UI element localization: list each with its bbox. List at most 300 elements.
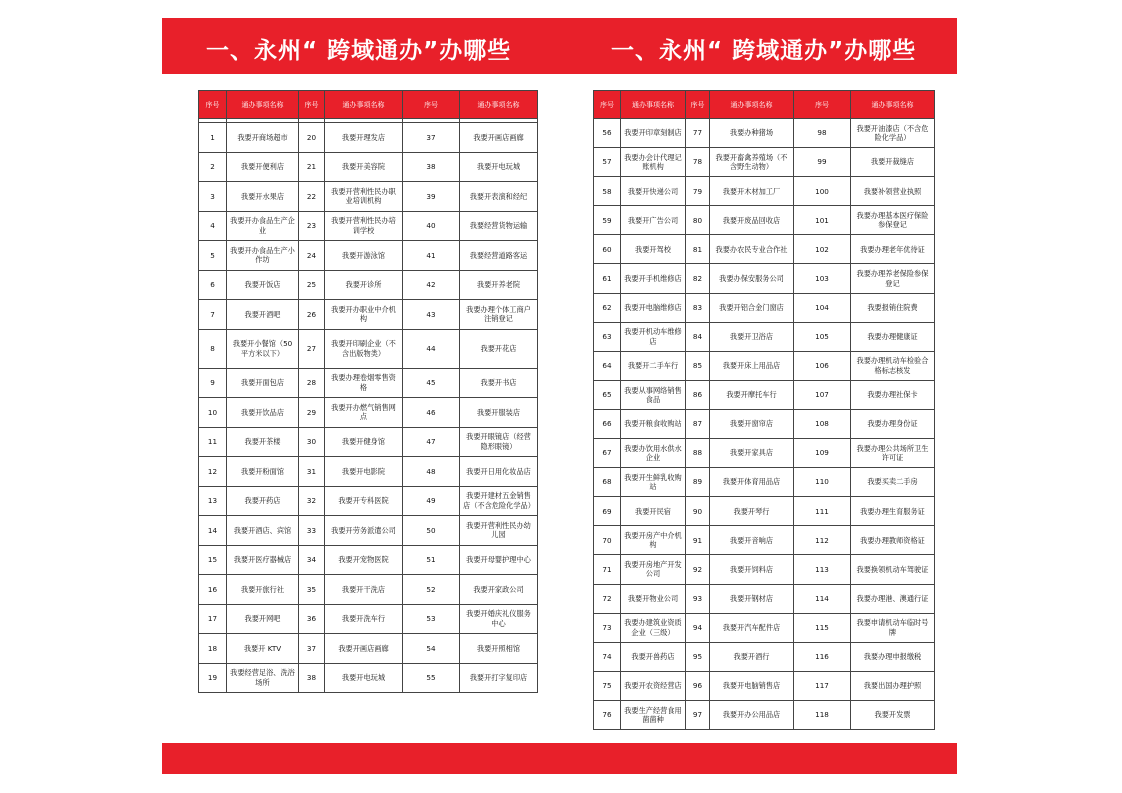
table-row — [594, 613, 935, 642]
seq-cell: 35 — [299, 575, 325, 605]
item-name-cell: 我要开日用化妆品店 — [460, 457, 538, 487]
seq-cell: 70 — [594, 526, 621, 555]
table-row — [594, 119, 935, 148]
seq-cell: 95 — [686, 642, 710, 671]
table-row — [594, 700, 935, 729]
item-name-cell: 我要开音响店 — [710, 526, 794, 555]
footer-banner — [162, 743, 957, 774]
name-header: 通办事项名称 — [621, 91, 686, 119]
table-row — [199, 545, 538, 575]
item-name-cell: 我要开电玩城 — [460, 152, 538, 182]
seq-cell: 78 — [686, 148, 710, 177]
seq-cell: 23 — [299, 211, 325, 241]
item-name-cell: 我要开快递公司 — [621, 177, 686, 206]
seq-cell: 53 — [403, 604, 460, 634]
seq-cell: 56 — [594, 119, 621, 148]
item-name-cell: 我要开旅行社 — [227, 575, 299, 605]
seq-cell: 84 — [686, 322, 710, 351]
seq-cell: 22 — [299, 182, 325, 212]
item-name-cell: 我要开便利店 — [227, 152, 299, 182]
item-name-cell: 我要开广告公司 — [621, 206, 686, 235]
seq-cell: 5 — [199, 241, 227, 271]
table-row — [594, 584, 935, 613]
item-name-cell: 我要开宠物医院 — [325, 545, 403, 575]
seq-cell: 83 — [686, 293, 710, 322]
table-row — [199, 663, 538, 693]
seq-cell: 50 — [403, 516, 460, 546]
table-row — [199, 211, 538, 241]
item-name-cell: 我要开铝合金门窗店 — [710, 293, 794, 322]
seq-header: 序号 — [199, 91, 227, 119]
seq-cell: 46 — [403, 398, 460, 428]
seq-cell: 104 — [794, 293, 851, 322]
item-name-cell: 我要开劳务派遣公司 — [325, 516, 403, 546]
seq-cell: 73 — [594, 613, 621, 642]
seq-cell: 99 — [794, 148, 851, 177]
seq-cell: 62 — [594, 293, 621, 322]
seq-cell: 54 — [403, 634, 460, 664]
item-name-cell: 我要开酒店、宾馆 — [227, 516, 299, 546]
seq-cell: 88 — [686, 439, 710, 468]
seq-cell: 96 — [686, 671, 710, 700]
seq-cell: 60 — [594, 235, 621, 264]
item-name-cell: 我要办农民专业合作社 — [710, 235, 794, 264]
seq-cell: 13 — [199, 486, 227, 516]
item-name-cell: 我要开花店 — [460, 329, 538, 368]
seq-cell: 52 — [403, 575, 460, 605]
seq-cell: 39 — [403, 182, 460, 212]
seq-cell: 45 — [403, 368, 460, 398]
item-name-cell: 我要开医疗器械店 — [227, 545, 299, 575]
item-name-cell: 我要开体育用品店 — [710, 468, 794, 497]
table-header-row — [594, 91, 935, 119]
seq-cell: 7 — [199, 300, 227, 330]
table-row — [594, 409, 935, 438]
item-name-cell: 我要开电玩城 — [325, 663, 403, 693]
item-name-cell: 我要生产经营食用菌菌种 — [621, 700, 686, 729]
seq-header: 序号 — [299, 91, 325, 119]
seq-cell: 37 — [299, 634, 325, 664]
seq-cell: 87 — [686, 409, 710, 438]
item-name-cell: 我要开茶楼 — [227, 427, 299, 457]
item-name-cell: 我要开家具店 — [710, 439, 794, 468]
item-name-cell: 我要办理卷烟零售资格 — [325, 368, 403, 398]
seq-cell: 11 — [199, 427, 227, 457]
item-name-cell: 我要开电脑销售店 — [710, 671, 794, 700]
seq-cell: 16 — [199, 575, 227, 605]
item-name-cell: 我要开木材加工厂 — [710, 177, 794, 206]
table-row — [594, 671, 935, 700]
seq-cell: 57 — [594, 148, 621, 177]
seq-cell: 49 — [403, 486, 460, 516]
item-name-cell: 我要开养老院 — [460, 270, 538, 300]
table-row — [199, 368, 538, 398]
seq-cell: 12 — [199, 457, 227, 487]
seq-cell: 32 — [299, 486, 325, 516]
item-name-cell: 我要开摩托车行 — [710, 380, 794, 409]
seq-cell: 77 — [686, 119, 710, 148]
seq-cell: 109 — [794, 439, 851, 468]
item-name-cell: 我要开小餐馆（50 平方米以下） — [227, 329, 299, 368]
item-name-cell: 我要开水果店 — [227, 182, 299, 212]
seq-cell: 43 — [403, 300, 460, 330]
seq-cell: 93 — [686, 584, 710, 613]
item-name-cell: 我要开办食品生产小作坊 — [227, 241, 299, 271]
seq-cell: 98 — [794, 119, 851, 148]
table-body — [594, 119, 935, 730]
item-name-cell: 我要开裁缝店 — [851, 148, 935, 177]
seq-cell: 115 — [794, 613, 851, 642]
table-row — [594, 439, 935, 468]
seq-cell: 80 — [686, 206, 710, 235]
item-name-cell: 我要开饭店 — [227, 270, 299, 300]
seq-cell: 58 — [594, 177, 621, 206]
seq-cell: 108 — [794, 409, 851, 438]
item-name-cell: 我要开兽药店 — [621, 642, 686, 671]
table-row — [199, 516, 538, 546]
seq-cell: 116 — [794, 642, 851, 671]
seq-cell: 59 — [594, 206, 621, 235]
item-name-cell: 我要开美容院 — [325, 152, 403, 182]
page-title-left: 一、永州“ 跨域通办”办哪些 — [206, 38, 512, 64]
item-name-cell: 我要从事网络销售食品 — [621, 380, 686, 409]
seq-cell: 114 — [794, 584, 851, 613]
seq-cell: 74 — [594, 642, 621, 671]
seq-cell: 2 — [199, 152, 227, 182]
seq-cell: 30 — [299, 427, 325, 457]
seq-cell: 71 — [594, 555, 621, 584]
seq-header: 序号 — [686, 91, 710, 119]
item-name-cell: 我要开印章刻制店 — [621, 119, 686, 148]
seq-cell: 21 — [299, 152, 325, 182]
item-name-cell: 我要开照相馆 — [460, 634, 538, 664]
seq-cell: 8 — [199, 329, 227, 368]
item-name-cell: 我要开营利性民办幼儿园 — [460, 516, 538, 546]
item-name-cell: 我要开印刷企业（不含出版物类） — [325, 329, 403, 368]
item-name-cell: 我要开建材五金销售店（不含危险化学品） — [460, 486, 538, 516]
services-table-left — [198, 90, 538, 693]
table-row — [594, 206, 935, 235]
seq-cell: 89 — [686, 468, 710, 497]
item-name-cell: 我要办会计代理记账机构 — [621, 148, 686, 177]
item-name-cell: 我要办理老年优待证 — [851, 235, 935, 264]
item-name-cell: 我要开书店 — [460, 368, 538, 398]
table-row — [199, 270, 538, 300]
seq-cell: 29 — [299, 398, 325, 428]
table-row — [199, 486, 538, 516]
table-row — [594, 235, 935, 264]
item-name-cell: 我要开母婴护理中心 — [460, 545, 538, 575]
seq-header: 序号 — [794, 91, 851, 119]
seq-cell: 20 — [299, 123, 325, 153]
seq-cell: 51 — [403, 545, 460, 575]
item-name-cell: 我要开钢材店 — [710, 584, 794, 613]
item-name-cell: 我要开办食品生产企业 — [227, 211, 299, 241]
item-name-cell: 我要开眼镜店（经营隐形眼镜） — [460, 427, 538, 457]
table-body — [199, 119, 538, 693]
seq-cell: 97 — [686, 700, 710, 729]
item-name-cell: 我要开驾校 — [621, 235, 686, 264]
seq-cell: 37 — [403, 123, 460, 153]
item-name-cell: 我要开农资经营店 — [621, 671, 686, 700]
seq-cell: 67 — [594, 439, 621, 468]
item-name-cell: 我要开画店画廊 — [325, 634, 403, 664]
seq-cell: 92 — [686, 555, 710, 584]
seq-cell: 6 — [199, 270, 227, 300]
seq-cell: 113 — [794, 555, 851, 584]
item-name-cell: 我要办理健康证 — [851, 322, 935, 351]
seq-cell: 41 — [403, 241, 460, 271]
item-name-cell: 我要办理基本医疗保险参保登记 — [851, 206, 935, 235]
item-name-cell: 我要报销住院费 — [851, 293, 935, 322]
item-name-cell: 我要开办职业中介机构 — [325, 300, 403, 330]
item-name-cell: 我要开办燃气销售网点 — [325, 398, 403, 428]
item-name-cell: 我要开卫浴店 — [710, 322, 794, 351]
item-name-cell: 我要开电影院 — [325, 457, 403, 487]
seq-cell: 63 — [594, 322, 621, 351]
item-name-cell: 我要开饮品店 — [227, 398, 299, 428]
item-name-cell: 我要开畜禽养殖场（不含野生动物） — [710, 148, 794, 177]
item-name-cell: 我要办饮用水供水企业 — [621, 439, 686, 468]
table-row — [594, 351, 935, 380]
item-name-cell: 我要开服装店 — [460, 398, 538, 428]
seq-cell: 14 — [199, 516, 227, 546]
item-name-cell: 我要开电脑维修店 — [621, 293, 686, 322]
seq-cell: 31 — [299, 457, 325, 487]
table-row — [594, 642, 935, 671]
seq-cell: 17 — [199, 604, 227, 634]
table-row — [594, 264, 935, 293]
seq-cell: 24 — [299, 241, 325, 271]
table-row — [594, 322, 935, 351]
item-name-cell: 我要办理申报缴税 — [851, 642, 935, 671]
seq-cell: 27 — [299, 329, 325, 368]
table-row — [594, 555, 935, 584]
page-title-right: 一、永州“ 跨域通办”办哪些 — [611, 38, 917, 64]
seq-cell: 65 — [594, 380, 621, 409]
seq-cell: 112 — [794, 526, 851, 555]
item-name-cell: 我要开机动车维修店 — [621, 322, 686, 351]
seq-cell: 25 — [299, 270, 325, 300]
seq-cell: 101 — [794, 206, 851, 235]
seq-cell: 72 — [594, 584, 621, 613]
table-row — [199, 329, 538, 368]
seq-cell: 118 — [794, 700, 851, 729]
item-name-cell: 我要办理教师资格证 — [851, 526, 935, 555]
item-name-cell: 我要开营利性民办培训学校 — [325, 211, 403, 241]
item-name-cell: 我要开画店画廊 — [460, 123, 538, 153]
item-name-cell: 我要开酒行 — [710, 642, 794, 671]
seq-cell: 106 — [794, 351, 851, 380]
name-header: 通办事项名称 — [710, 91, 794, 119]
item-name-cell: 我要换领机动车驾驶证 — [851, 555, 935, 584]
seq-cell: 61 — [594, 264, 621, 293]
item-name-cell: 我要开面包店 — [227, 368, 299, 398]
item-name-cell: 我要开药店 — [227, 486, 299, 516]
seq-cell: 38 — [403, 152, 460, 182]
item-name-cell: 我要开洗车行 — [325, 604, 403, 634]
seq-cell: 79 — [686, 177, 710, 206]
item-name-cell: 我要开手机维修店 — [621, 264, 686, 293]
item-name-cell: 我要办保安服务公司 — [710, 264, 794, 293]
item-name-cell: 我要买卖二手房 — [851, 468, 935, 497]
item-name-cell: 我要开商场超市 — [227, 123, 299, 153]
seq-cell: 91 — [686, 526, 710, 555]
table-row — [199, 398, 538, 428]
seq-cell: 111 — [794, 497, 851, 526]
table-row — [199, 575, 538, 605]
name-header: 通办事项名称 — [325, 91, 403, 119]
item-name-cell: 我要办理公共场所卫生许可证 — [851, 439, 935, 468]
table-row — [199, 427, 538, 457]
seq-cell: 102 — [794, 235, 851, 264]
item-name-cell: 我要开琴行 — [710, 497, 794, 526]
item-name-cell: 我要开废品回收店 — [710, 206, 794, 235]
seq-cell: 110 — [794, 468, 851, 497]
item-name-cell: 我要经营道路客运 — [460, 241, 538, 271]
seq-cell: 28 — [299, 368, 325, 398]
table-row — [199, 182, 538, 212]
seq-cell: 34 — [299, 545, 325, 575]
item-name-cell: 我要开油漆店（不含危险化学品） — [851, 119, 935, 148]
item-name-cell: 我要申请机动车临时号牌 — [851, 613, 935, 642]
seq-cell: 107 — [794, 380, 851, 409]
item-name-cell: 我要开粮食收购站 — [621, 409, 686, 438]
seq-header: 序号 — [403, 91, 460, 119]
seq-cell: 86 — [686, 380, 710, 409]
table-row — [594, 177, 935, 206]
name-header: 通办事项名称 — [460, 91, 538, 119]
item-name-cell: 我要开健身馆 — [325, 427, 403, 457]
item-name-cell: 我要开民宿 — [621, 497, 686, 526]
seq-cell: 85 — [686, 351, 710, 380]
item-name-cell: 我要开办公用品店 — [710, 700, 794, 729]
item-name-cell: 我要办建筑业资质企业（三级） — [621, 613, 686, 642]
item-name-cell: 我要开专科医院 — [325, 486, 403, 516]
item-name-cell: 我要开物业公司 — [621, 584, 686, 613]
item-name-cell: 我要开床上用品店 — [710, 351, 794, 380]
seq-cell: 40 — [403, 211, 460, 241]
seq-cell: 44 — [403, 329, 460, 368]
item-name-cell: 我要出国办理护照 — [851, 671, 935, 700]
item-name-cell: 我要办理养老保险参保登记 — [851, 264, 935, 293]
seq-cell: 64 — [594, 351, 621, 380]
seq-cell: 100 — [794, 177, 851, 206]
item-name-cell: 我要开汽车配件店 — [710, 613, 794, 642]
seq-cell: 18 — [199, 634, 227, 664]
seq-cell: 105 — [794, 322, 851, 351]
table-row — [199, 300, 538, 330]
item-name-cell: 我要开饲料店 — [710, 555, 794, 584]
table-row — [199, 241, 538, 271]
table-row — [199, 123, 538, 153]
item-name-cell: 我要办理社保卡 — [851, 380, 935, 409]
item-name-cell: 我要开理发店 — [325, 123, 403, 153]
table-row — [594, 468, 935, 497]
seq-cell: 117 — [794, 671, 851, 700]
seq-cell: 3 — [199, 182, 227, 212]
item-name-cell: 我要开 KTV — [227, 634, 299, 664]
item-name-cell: 我要开干洗店 — [325, 575, 403, 605]
seq-cell: 82 — [686, 264, 710, 293]
seq-cell: 103 — [794, 264, 851, 293]
table-row — [199, 604, 538, 634]
item-name-cell: 我要开游泳馆 — [325, 241, 403, 271]
table-row — [199, 152, 538, 182]
item-name-cell: 我要经营足浴、洗浴场所 — [227, 663, 299, 693]
item-name-cell: 我要开网吧 — [227, 604, 299, 634]
item-name-cell: 我要开粉面馆 — [227, 457, 299, 487]
seq-cell: 81 — [686, 235, 710, 264]
seq-cell: 9 — [199, 368, 227, 398]
seq-cell: 10 — [199, 398, 227, 428]
seq-cell: 36 — [299, 604, 325, 634]
table-row — [594, 380, 935, 409]
item-name-cell: 我要开诊所 — [325, 270, 403, 300]
seq-cell: 55 — [403, 663, 460, 693]
item-name-cell: 我要办理身份证 — [851, 409, 935, 438]
table-row — [594, 526, 935, 555]
seq-cell: 42 — [403, 270, 460, 300]
name-header: 通办事项名称 — [227, 91, 299, 119]
seq-cell: 90 — [686, 497, 710, 526]
seq-cell: 26 — [299, 300, 325, 330]
item-name-cell: 我要开发票 — [851, 700, 935, 729]
seq-cell: 38 — [299, 663, 325, 693]
item-name-cell: 我要办种猪场 — [710, 119, 794, 148]
item-name-cell: 我要开二手车行 — [621, 351, 686, 380]
seq-header: 序号 — [594, 91, 621, 119]
item-name-cell: 我要开房地产开发公司 — [621, 555, 686, 584]
table-row — [594, 293, 935, 322]
seq-cell: 4 — [199, 211, 227, 241]
seq-cell: 66 — [594, 409, 621, 438]
seq-cell: 69 — [594, 497, 621, 526]
item-name-cell: 我要开房产中介机构 — [621, 526, 686, 555]
item-name-cell: 我要开家政公司 — [460, 575, 538, 605]
table-row — [199, 457, 538, 487]
item-name-cell: 我要开婚庆礼仪服务中心 — [460, 604, 538, 634]
item-name-cell: 我要经营货物运输 — [460, 211, 538, 241]
table-header-row — [199, 91, 538, 119]
table-row — [594, 497, 935, 526]
seq-cell: 47 — [403, 427, 460, 457]
item-name-cell: 我要办理个体工商户注销登记 — [460, 300, 538, 330]
item-name-cell: 我要开生鲜乳收购站 — [621, 468, 686, 497]
item-name-cell: 我要开营利性民办职业培训机构 — [325, 182, 403, 212]
seq-cell: 1 — [199, 123, 227, 153]
seq-cell: 68 — [594, 468, 621, 497]
name-header: 通办事项名称 — [851, 91, 935, 119]
seq-cell: 94 — [686, 613, 710, 642]
item-name-cell: 我要开窗帘店 — [710, 409, 794, 438]
item-name-cell: 我要开打字复印店 — [460, 663, 538, 693]
seq-cell: 48 — [403, 457, 460, 487]
seq-cell: 75 — [594, 671, 621, 700]
seq-cell: 76 — [594, 700, 621, 729]
table-row — [199, 634, 538, 664]
item-name-cell: 我要补领营业执照 — [851, 177, 935, 206]
seq-cell: 19 — [199, 663, 227, 693]
seq-cell: 33 — [299, 516, 325, 546]
item-name-cell: 我要办理港、澳通行证 — [851, 584, 935, 613]
seq-cell: 15 — [199, 545, 227, 575]
item-name-cell: 我要开表演和经纪 — [460, 182, 538, 212]
item-name-cell: 我要办理机动车检验合格标志核发 — [851, 351, 935, 380]
item-name-cell: 我要办理生育服务证 — [851, 497, 935, 526]
item-name-cell: 我要开酒吧 — [227, 300, 299, 330]
services-table-right — [593, 90, 935, 730]
